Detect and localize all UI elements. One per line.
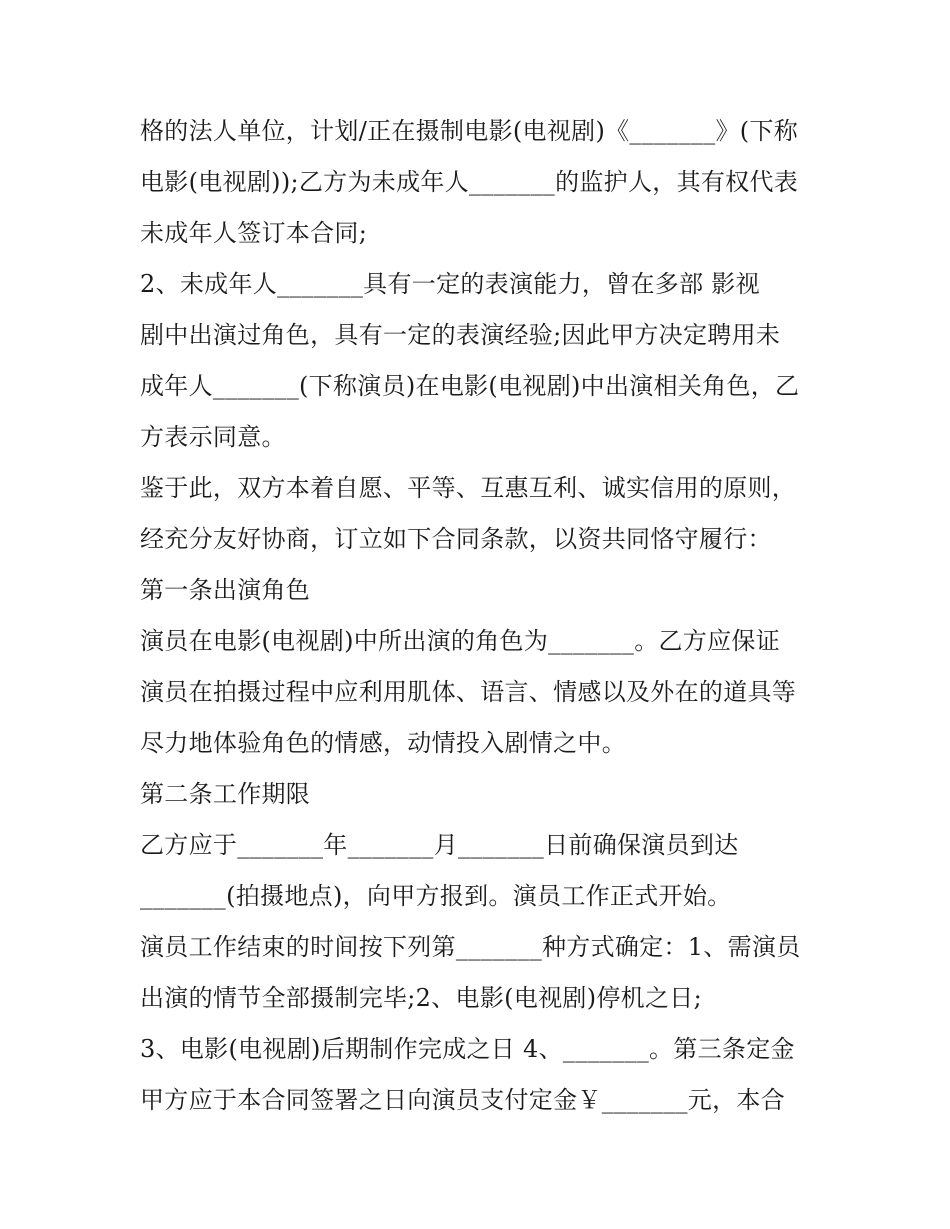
text-line-7: 方表示同意。: [140, 423, 286, 451]
text-line-12: 演员在拍摄过程中应利用肌体、语言、情感以及外在的道具等: [140, 678, 797, 706]
text-line-4: 2、未成年人_______具有一定的表演能力，曾在多部 影视: [140, 270, 760, 298]
text-line-6: 成年人_______(下称演员)在电影(电视剧)中出演相关角色，乙: [140, 372, 800, 400]
section-heading-1: 第一条出演角色: [140, 576, 311, 604]
text-line-5: 剧中出演过角色，具有一定的表演经验;因此甲方决定聘用未: [140, 321, 781, 349]
text-line-9: 经充分友好协商，订立如下合同条款，以资共同恪守履行：: [140, 525, 772, 553]
text-line-11: 演员在电影(电视剧)中所出演的角色为_______。乙方应保证: [140, 627, 781, 655]
text-line-15: 乙方应于_______年_______月_______日前确保演员到达: [140, 831, 739, 859]
text-line-8: 鉴于此，双方本着自愿、平等、互惠互利、诚实信用的原则，: [140, 474, 797, 502]
text-line-1: 格的法人单位，计划/正在摄制电影(电视剧)《_______》(下称: [140, 117, 799, 145]
text-line-18: 出演的情节全部摄制完毕;2、电影(电视剧)停机之日;: [140, 984, 702, 1012]
section-heading-2: 第二条工作期限: [140, 780, 311, 808]
text-line-20: 甲方应于本合同签署之日向演员支付定金￥_______元，本合: [140, 1086, 785, 1114]
text-line-17: 演员工作结束的时间按下列第_______种方式确定：1、需演员: [140, 933, 801, 961]
text-line-3: 未成年人签订本合同;: [140, 219, 368, 247]
text-line-19: 3、电影(电视剧)后期制作完成之日 4、_______。第三条定金: [140, 1035, 795, 1063]
contract-body: [140, 106, 820, 1126]
text-line-16: _______(拍摄地点)，向甲方报到。演员工作正式开始。: [140, 882, 732, 910]
text-line-2: 电影(电视剧));乙方为未成年人_______的监护人，其有权代表: [140, 168, 799, 196]
text-line-13: 尽力地体验角色的情感，动情投入剧情之中。: [140, 729, 626, 757]
